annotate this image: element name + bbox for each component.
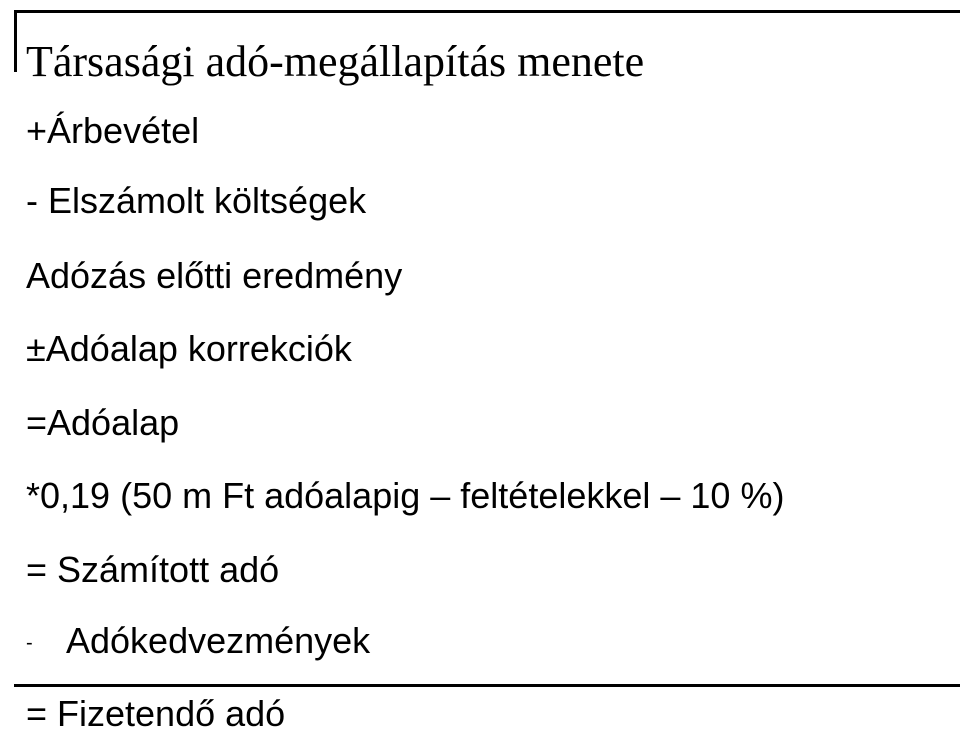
left-border-line	[14, 10, 17, 72]
step-tax-allowances	[26, 619, 370, 665]
step-payable-tax: = Fizetendő adó	[26, 693, 286, 734]
top-border-line	[14, 10, 960, 13]
result-divider-line	[14, 684, 960, 687]
step-revenue: +Árbevétel	[26, 110, 200, 151]
step-tax-rate: *0,19 (50 m Ft adóalapig – feltételekkel – 10 %)	[26, 475, 785, 516]
step-costs: - Elszámolt költségek	[26, 180, 367, 221]
minus-sign: -	[26, 632, 33, 655]
step-tax-base: =Adóalap	[26, 402, 180, 443]
step-pretax-result: Adózás előtti eredmény	[26, 255, 403, 296]
tax-allowances-label: Adókedvezmények	[66, 620, 371, 661]
page-title: Társasági adó-megállapítás menete	[26, 37, 645, 86]
step-calculated-tax: = Számított adó	[26, 549, 280, 590]
step-base-corrections: ±Adóalap korrekciók	[26, 328, 352, 369]
